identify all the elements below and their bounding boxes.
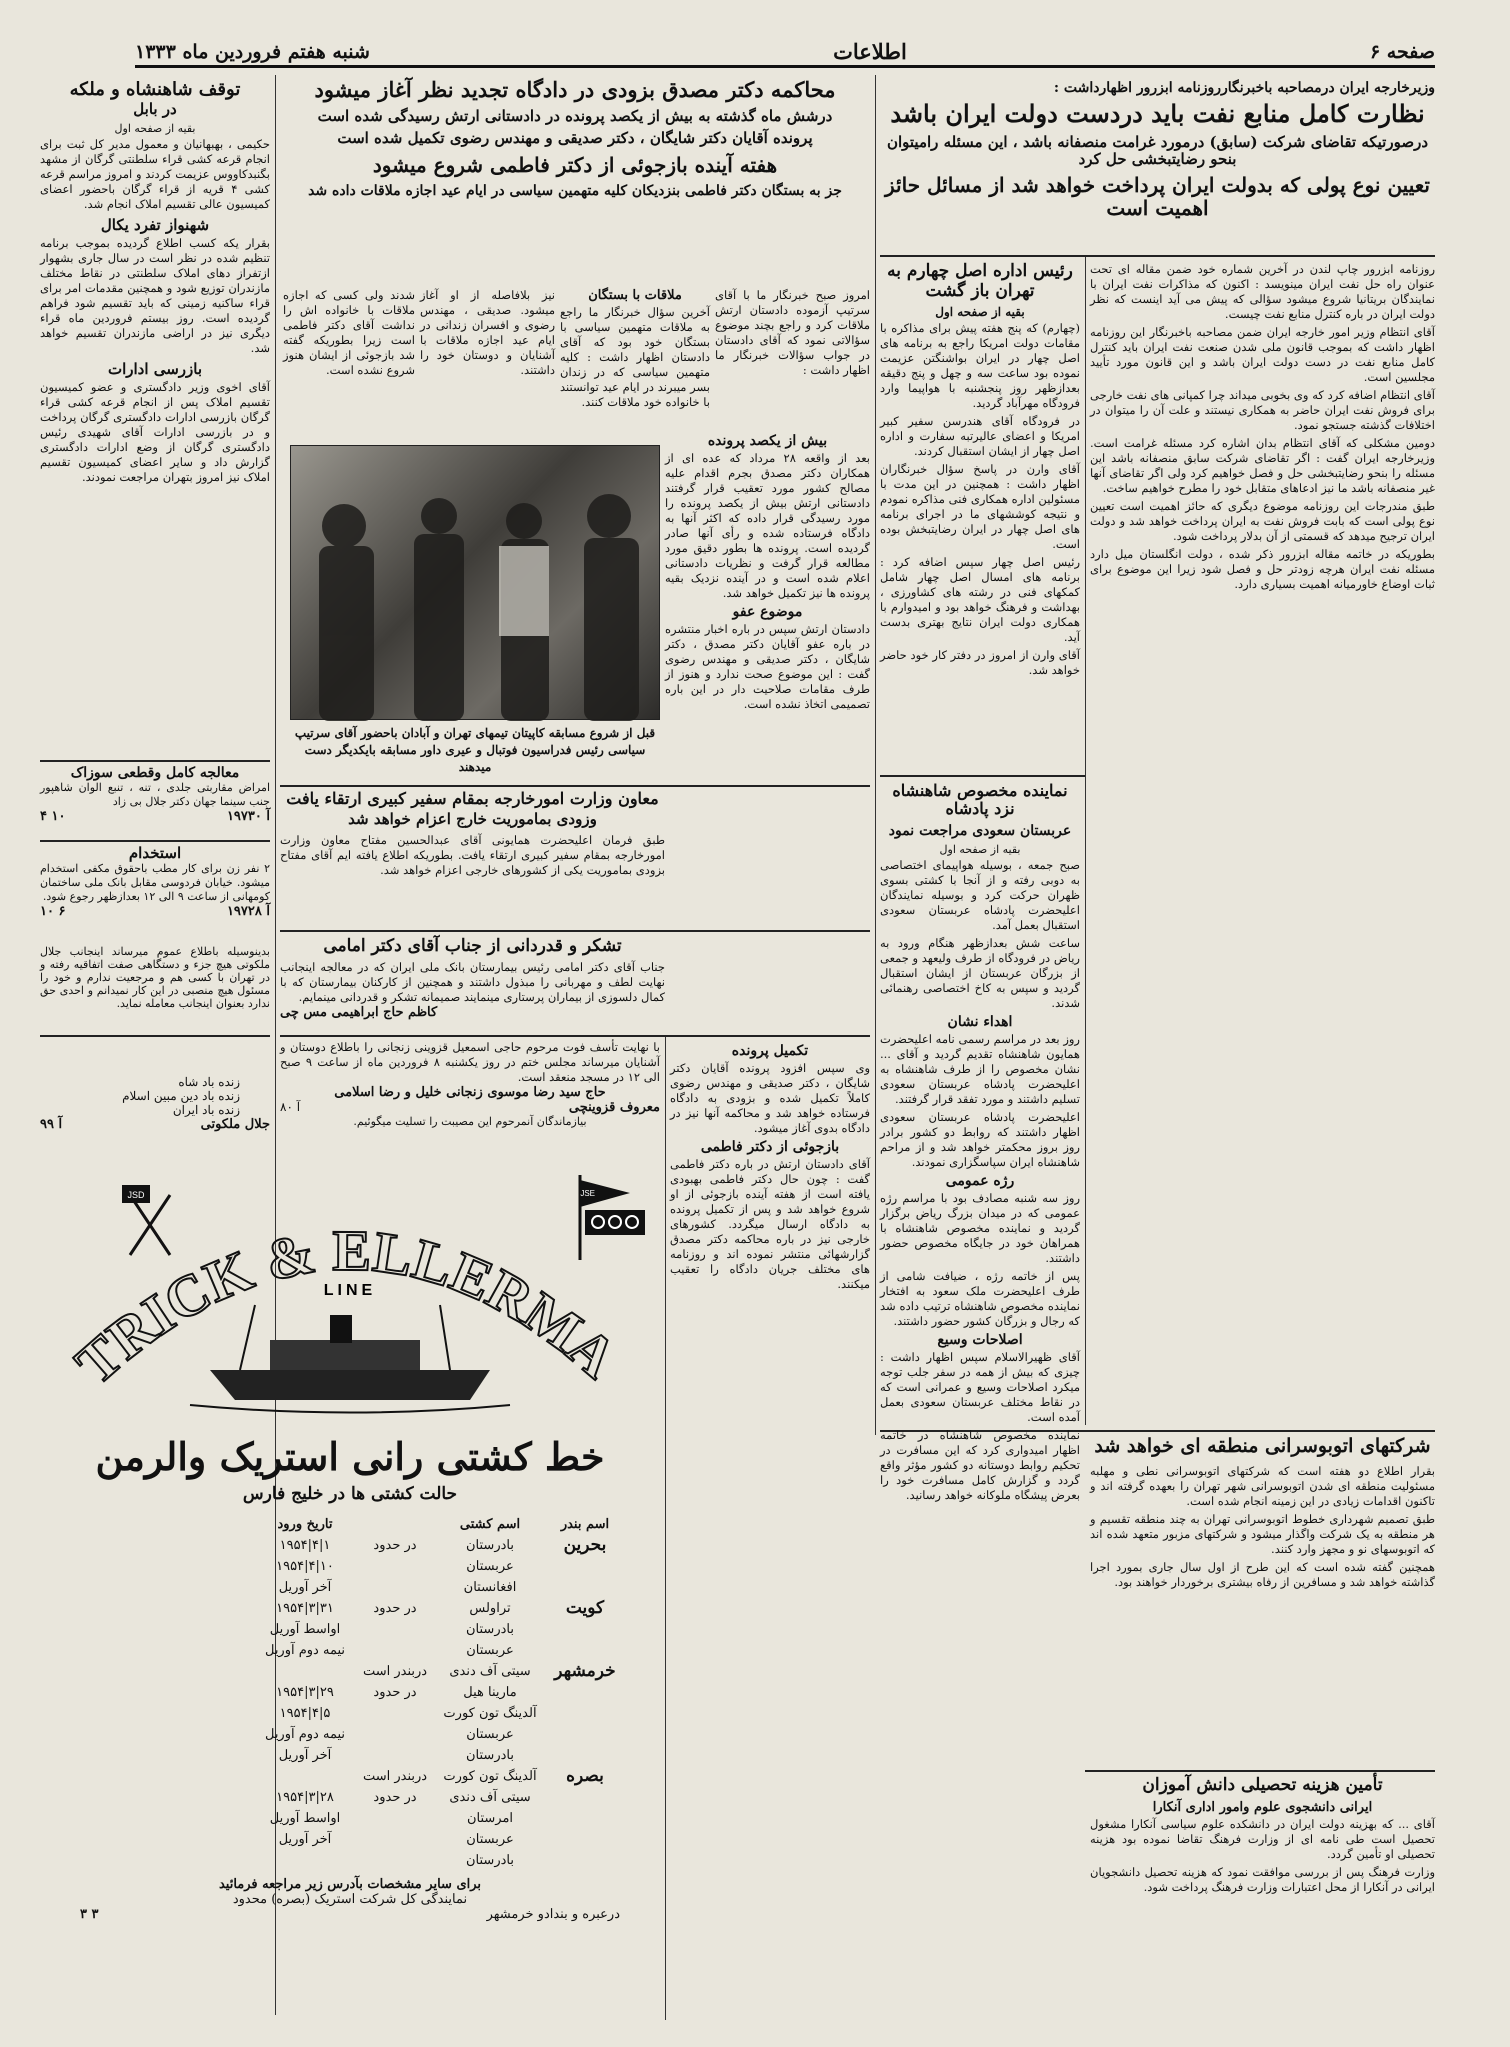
trial-lead-col-3 xyxy=(420,288,555,428)
schedule-row xyxy=(80,1556,620,1577)
schedule-date: نیمه دوم آوریل xyxy=(264,1727,346,1743)
schedule-date: ۱۹۵۴|۳|۲۹ xyxy=(276,1685,334,1701)
schedule-ship: آلدینگ تون کورت xyxy=(443,1769,537,1785)
schedule-port xyxy=(550,1556,620,1577)
schedule-rows xyxy=(80,1535,620,1871)
schedule-row xyxy=(80,1745,620,1766)
schedule-port xyxy=(550,1745,620,1766)
hiring-body: ۲ نفر زن برای کار مطب باحقوق مکفی استخدام میشود. خیابان فردوسی مقابل بانک ملی ساختمان کومهانی از ساعت ۹ الی ۱۲ بعدازظهر رجوع شود. xyxy=(40,862,270,904)
shahnavaz-headline: شهنواز تفرد یکال xyxy=(100,215,210,234)
students-paragraph: وزارت فرهنگ پس از بررسی موافقت نمود که هزینه تحصیل دانشجویان ایرانی در آنکارا از محل اعتبارات وزارت فرهنگ پرداخت شود. xyxy=(1090,1864,1435,1894)
trial-lead-paragraph: آخرین سؤال خبرنگار ما راجع به ملاقات متهمین سیاسی با بستگان خود بود که آقای دادستان اظهار داشت : کلیه متهمین سیاسی که در زندان بسر میبرند در ایام عید توانستند با خانواده خود ملاقات کنند. xyxy=(560,305,710,409)
schedule-status xyxy=(360,1724,430,1745)
schedule-row xyxy=(80,1535,620,1556)
classified-treatment xyxy=(40,765,270,837)
schedule-port: خرمشهر xyxy=(554,1661,616,1682)
classified-hiring xyxy=(40,845,270,940)
schedule-status xyxy=(360,1703,430,1724)
ad-footer-3: درعبره و بندادو خرمشهر xyxy=(486,1907,620,1923)
deputy-headline: معاون وزارت امورخارجه بمقام سفیر کبیری ارتقاء یافت xyxy=(286,789,659,808)
trial-lead-col-4 xyxy=(283,288,415,428)
schedule-ship: عربستان xyxy=(466,1832,514,1848)
schedule-status xyxy=(360,1850,430,1871)
trial-subhead-cases: بیش از یکصد پرونده xyxy=(707,433,828,449)
trial-deck-4: جز به بستگان دکتر فاطمی بنزدیکان کلیه متهمین سیاسی در ایام عید اجازه ملاقات داده شد xyxy=(308,182,842,199)
ship-icon xyxy=(190,1305,510,1413)
trial-paragraph: وی سپس افزود پرونده آقایان دکتر شایگان ، دکتر صدیقی و مهندس رضوی کاملاً تکمیل شده و بزودی به دادگاه فرستاده خواهد شد و محاکمه آنها نیز در دادگاه بدوی آغاز میشود. xyxy=(670,1061,870,1135)
schedule-status xyxy=(360,1619,430,1640)
schedule-row xyxy=(80,1682,620,1703)
schedule-row xyxy=(80,1577,620,1598)
malakouti-notice xyxy=(40,945,270,1055)
bus-headline: شرکتهای اتوبوسرانی منطقه ای خواهد شد xyxy=(1094,1435,1431,1457)
schedule-date: اواسط آوریل xyxy=(269,1811,341,1827)
ad-subtitle: حالت کشتی ها در خلیج فارس xyxy=(242,1483,458,1504)
schedule-port xyxy=(550,1640,620,1661)
thanks-body: جناب آقای دکتر امامی رئیس بیمارستان بانک ملی ایران که در معالجه اینجانب نهایت لطف و مهربانی را مبذول داشتند و همچنین از کارکنان بیمارستان که با کمال دلسوزی از بیماران پرستاری مینمایند صمیمانه تشکر و قدردانی مینمایم. xyxy=(280,959,665,1004)
page-header xyxy=(135,38,1435,68)
envoy-paragraph: آقای ظهیرالاسلام سپس اظهار داشت : چیزی که بیش از همه در سفر جلب توجه میکرد اصلاحات وسیع و عمرانی است که در نقاط مختلف عربستان سعودی بعمل آمده است. xyxy=(880,1349,1080,1424)
trial-paragraph: بعد از واقعه ۲۸ مرداد که عده ای از همکاران دکتر مصدق بجرم اقدام علیه مصالح کشور مورد تعقیب قرار گرفتند دادستانی ارتش بیش از یکصد پرونده را مورد رسیدگی قرار داده که اکثر آنها به دادگاه فرستاده شده و رأی آنها صادر گردیده است. پرونده ها بطور دقیق مورد مطالعه قرار گرفت و نظریات دادستانی اعلام شده است و در آینده نزدیک بقیه پرونده ها نیز تکمیل خواهد شد. xyxy=(665,451,870,600)
newspaper-name: اطلاعات xyxy=(833,39,907,64)
ad-persian-title: خط کشتی رانی استریک والرمن xyxy=(95,1434,605,1479)
schedule-col-date: تاریخ ورود xyxy=(277,1517,333,1533)
schedule-status: در حدود xyxy=(373,1685,417,1701)
schedule-row xyxy=(80,1619,620,1640)
schedule-col-port: اسم بندر xyxy=(560,1517,610,1533)
trial-deck-1: درشش ماه گذشته به بیش از یکصد پرونده در دادستانی ارتش رسیدگی شده است xyxy=(317,107,833,126)
trial-subhead-complete: تکمیل پرونده xyxy=(731,1043,809,1059)
schedule-port xyxy=(550,1724,620,1745)
schedule-date: آخر آوریل xyxy=(278,1748,332,1764)
condolence-body: با نهایت تأسف فوت مرحوم حاجی اسمعیل قزوینی زنجانی را باطلاع دوستان و آشنایان میرساند مجلس ختم در روز یکشنبه ۸ فروردین ماه از ساعت ۹ صبح الی ۱۲ در مسجد منعقد است. xyxy=(280,1040,660,1084)
svg-text:JSD: JSD xyxy=(127,1190,145,1200)
schedule-ship: امرستان xyxy=(466,1811,514,1827)
schedule-table xyxy=(80,1514,620,1871)
students-paragraph: آقای ... که بهزینه دولت ایران در دانشکده علوم سیاسی آنکارا مشغول تحصیل است طی نامه ای از وزارت فرهنگ تقاضا نموده بود هزینه تحصیلی او تأمین گردد. xyxy=(1090,1816,1435,1861)
envoy-body xyxy=(880,858,1080,1503)
point-four-paragraph: آقای وارن از امروز در دفتر کار خود حاضر خواهد شد. xyxy=(880,648,1080,678)
condolence-notice xyxy=(280,1040,660,1135)
photo-caption: قبل از شروع مسابقه کاپیتان تیمهای تهران و آبادان باحضور آقای سرتیپ سیاسی رئیس فدراسیون فوتبال و عیری داور مسابقه بایکدیگر دست میدهند xyxy=(294,726,656,774)
condolence-sign-1: حاج سید رضا موسوی زنجانی خلیل و رضا اسلامی xyxy=(334,1085,606,1100)
schedule-row xyxy=(80,1703,620,1724)
ad-line-label: LINE xyxy=(323,1282,377,1299)
schedule-status: در حدود xyxy=(373,1790,417,1806)
hiring-code: آ ۱۹۷۲۸ xyxy=(226,904,270,920)
schedule-port xyxy=(550,1829,620,1850)
envoy-paragraph: صبح جمعه ، بوسیله هواپیمای اختصاصی به دوبی رفته و از آنجا با کشتی بسوی ظهران حرکت کرد و بوسیله نمایندگان اعلیحضرت پادشاه عربستان سعودی استقبال بعمل آمد. xyxy=(880,857,1080,932)
schedule-port xyxy=(550,1787,620,1808)
thanks-signature: کاظم حاج ابراهیمی مس چی xyxy=(280,1004,438,1020)
schedule-row xyxy=(80,1640,620,1661)
schedule-date xyxy=(250,1766,360,1787)
hiring-codes xyxy=(40,904,270,919)
point-four-article xyxy=(880,262,1080,772)
shah-headline: توقف شاهنشاه و ملکه xyxy=(69,79,241,100)
oil-paragraph: دومین مشکلی که آقای انتظام بدان اشاره کرد مسئله غرامت است. وزیرخارجه ایران گفت : اگر تقاضای شرکت سابق منصفانه باشد این مسئله را بنحو رضایتبخشی حل و فصل خواهیم کرد ولی اگر تقاضای آنها غیر منصفانه باشد ما نیز ادعاهای متقابل خود را مطرح خواهیم ساخت. xyxy=(1090,436,1435,495)
malakouti-slogans xyxy=(40,1075,270,1155)
trial-paragraph: دادستان ارتش سپس در باره اخبار منتشره در باره عفو آقایان دکتر مصدق ، دکتر شایگان ، دکتر صدیقی و مهندس رضوی گفت : این موضوع صحت ندارد و هنوز از طرف مقامات صلاحیت دار در این باره تصمیمی اتخاذ نشده است. xyxy=(665,622,870,711)
schedule-date: اواسط آوریل xyxy=(269,1622,341,1638)
treatment-body: امراض مقاربتی جلدی ، تنه ، تنبع الوان شاهپور جنب سینما جهان دکتر جلال بی زاد xyxy=(40,781,270,809)
condolence-sign-row xyxy=(280,1100,660,1115)
envoy-subhead-medal: اهداء نشان xyxy=(947,1013,1013,1030)
envoy-paragraph: روز بعد در مراسم رسمی نامه اعلیحضرت همایون شاهنشاه تقدیم گردید و آقای ... نشان مخصوص را از طرف شاهنشاه به اعلیحضرت پادشاه عربستان سعودی تسلیم داشتند و مورد تفقد قرار گرفتند. xyxy=(880,1031,1080,1106)
students-subhead: ایرانی دانشجوی علوم وامور اداری آنکارا xyxy=(1152,1799,1373,1815)
trial-lead-paragraph: شدند ولی کسی که اجازه ملاقات با خانواده اش را نداشت آقای دکتر فاطمی است زیرا بطوریکه گفته شد بازجوئی از ایشان هنوز شروع نشده است. xyxy=(283,288,415,377)
envoy-paragraph: اعلیحضرت پادشاه عربستان سعودی اظهار داشتند که روابط دو کشور برادر روز بروز محکمتر خواهد شد و از مراحم شاهنشاه ایران سپاسگزاری نمودند. xyxy=(880,1109,1080,1169)
inspection-body: آقای اخوی وزیر دادگستری و عضو کمیسیون تقسیم املاک پس از انجام قرعه کشی قراء گرگان بازرسی ادارات دادگستری گرگان پرداخت و در بازرسی ادارات آقای شهیدی رئیس دادگستری گرگان از وضع ادارات دادگستری گزارش داد و سایر اعضای کمیسیون تقسیم املاک نیز امروز بتهران مراجعت نمودند. xyxy=(40,379,270,484)
schedule-status xyxy=(360,1808,430,1829)
schedule-row xyxy=(80,1598,620,1619)
oil-article xyxy=(880,80,1435,255)
envoy-paragraph: پس از خاتمه رژه ، ضیافت شامی از طرف اعلیحضرت ملک سعود به افتخار نماینده مخصوص شاهنشاه ترتیب داده شد که رجال و بزرگان کشور حضور داشتند. xyxy=(880,1268,1080,1328)
schedule-date: ۱۹۵۴|۴|۵ xyxy=(279,1706,331,1722)
malakouti-sign-row xyxy=(40,1117,270,1132)
ad-footer-2: نمایندگی کل شرکت استریک (بصره) محدود xyxy=(232,1892,468,1908)
bus-paragraph: همچنین گفته شده است که این طرح از اول سال جاری بمورد اجرا گذاشته خواهد شد و مسافرین از رفاه بیشتری برخوردار خواهند بود. xyxy=(1090,1559,1435,1589)
svg-text:JSE: JSE xyxy=(580,1189,595,1198)
right-flag-icon xyxy=(580,1175,645,1260)
shah-continued: بقیه از صفحه اول xyxy=(114,121,196,135)
schedule-ship: تراولس xyxy=(469,1601,511,1617)
bus-paragraph: بقرار اطلاع دو هفته است که شرکتهای اتوبوسرانی نطی و مهلبه مسئولیت منطقه ای شدن اتوبوسرانی شهر تهران را بعهده گرفته اند و تاکنون اقدامات زیادی در این زمینه انجام شده است. xyxy=(1090,1463,1435,1508)
schedule-port: بصره xyxy=(566,1766,604,1787)
trial-subhead-pardon: موضوع عفو xyxy=(732,604,803,620)
malakouti-code: آ ۹۹ xyxy=(40,1117,63,1132)
ad-logo xyxy=(40,1165,660,1425)
schedule-ship: بادرستان xyxy=(466,1538,514,1554)
schedule-row xyxy=(80,1829,620,1850)
students-headline: تأمین هزینه تحصیلی دانش آموزان xyxy=(1142,1775,1383,1795)
point-four-paragraph: در فرودگاه آقای هندرسن سفیر کبیر امریکا و اعضای عالیرتبه سفارت و اداره اصل چهار از ایشان استقبال کردند. xyxy=(880,414,1080,459)
schedule-port xyxy=(550,1577,620,1598)
schedule-ship: عربستان xyxy=(466,1559,514,1575)
condolence-code: آ ۸۰ xyxy=(280,1100,301,1114)
trial-lead-col-2 xyxy=(560,288,710,428)
hiring-number: ۶ ۱۰ xyxy=(40,904,66,920)
shahnavaz-body: بقرار یکه کسب اطلاع گردیده بموجب برنامه تنظیم شده در نظر است در سال جاری بشهوار ازتفراز دهای املاک سلطنتی در نقاط مختلف مازندران توزیع شود و همچنین مقدمات امر برای قراء ساکنیه زمینی که باید تقسیم شود فراهم گردیده است. روز بیستم فروردین ماه قراء دیگری نیز در اراضی مازندران تقسیم خواهد شد. xyxy=(40,235,270,355)
schedule-date xyxy=(250,1850,360,1871)
treatment-code: آ ۱۹۷۳۰ xyxy=(226,809,270,825)
trial-subhead-fatemi: بازجوئی از دکتر فاطمی xyxy=(700,1139,840,1155)
schedule-ship: عربستان xyxy=(466,1727,514,1743)
envoy-continued: بقیه از صفحه اول xyxy=(939,842,1021,856)
schedule-row xyxy=(80,1808,620,1829)
page-number: صفحه ۶ xyxy=(1369,40,1435,63)
schedule-date: ۱۹۵۴|۳|۳۱ xyxy=(276,1601,334,1617)
envoy-subhead-reforms: اصلاحات وسیع xyxy=(937,1331,1023,1348)
oil-body xyxy=(1090,262,1435,1427)
schedule-status: دربندر است xyxy=(362,1769,428,1785)
condolence-footer: بیازماندگان آنمرحوم این مصیبت را تسلیت میگوئیم. xyxy=(353,1115,587,1128)
issue-date: شنبه هفتم فروردین ماه ۱۳۳۳ xyxy=(135,40,370,63)
slogan-line: زنده باد ایران xyxy=(172,1103,240,1117)
treatment-number: ۱۰ ۴ xyxy=(40,809,66,825)
schedule-ship: افغانستان xyxy=(463,1580,517,1596)
schedule-date: آخر آوریل xyxy=(278,1580,332,1596)
envoy-article xyxy=(880,781,1080,1502)
treatment-codes xyxy=(40,809,270,824)
malakouti-body: بدینوسیله باطلاع عموم میرساند اینجانب جلال ملکوتی هیچ جزء و دستگاهی صفت اتفاقیه رفته و در تهران با کسی هم و مرجعیت ندارم و خود را مسئول هیچ منصبی در این کار نمیدانم و احدی حق ندارد بعنوان اینجانب معامله نماید. xyxy=(40,945,270,1010)
schedule-ship: مارینا هیل xyxy=(463,1685,517,1701)
envoy-headline: نماینده مخصوص شاهنشاه نزد پادشاه xyxy=(892,781,1068,819)
students-article xyxy=(1090,1776,1435,2016)
trial-column-b xyxy=(665,430,870,1035)
oil-deck-2: تعیین نوع پولی که بدولت ایران پرداخت خواهد شد از مسائل حائز اهمیت است xyxy=(885,173,1430,221)
schedule-port xyxy=(550,1808,620,1829)
schedule-col-ship: اسم کشتی xyxy=(459,1517,521,1533)
schedule-port xyxy=(550,1682,620,1703)
trial-deck-3: هفته آینده بازجوئی از دکتر فاطمی شروع میشود xyxy=(372,152,778,177)
ad-footer-row xyxy=(40,1907,660,1922)
schedule-row xyxy=(80,1724,620,1745)
schedule-date: ۱۹۵۴|۴|۱ xyxy=(279,1538,331,1554)
slogan-line: زنده باد شاه xyxy=(178,1075,240,1089)
schedule-status: در حدود xyxy=(373,1601,417,1617)
envoy-subhead-parade: رژه عمومی xyxy=(945,1172,1015,1189)
schedule-port: بحرین xyxy=(563,1535,607,1556)
bus-article xyxy=(1090,1436,1435,1766)
trial-lead-col-1 xyxy=(715,288,870,428)
trial-deck-2: پرونده آقایان دکتر شایگان ، دکتر صدیقی و مهندس رضوی تکمیل شده است xyxy=(337,129,813,148)
schedule-ship: سیتی آف دندی xyxy=(449,1664,531,1680)
schedule-ship: سیتی آف دندی xyxy=(449,1790,531,1806)
schedule-status: دربندر است xyxy=(362,1664,428,1680)
point-four-sub: بقیه از صفحه اول xyxy=(935,305,1025,320)
deputy-body: طبق فرمان اعلیحضرت همایونی آقای عبدالحسین مفتاح معاون وزارت امورخارجه بمقام سفیر کبیری ارتقاء یافت. بطوریکه اطلاع یافته ایم آقای مفتاح بزودی بماموریت یکی از کشورهای خارجی اعزام خواهد شد. xyxy=(280,832,665,877)
football-photo xyxy=(290,445,660,720)
point-four-paragraph: رئیس اصل چهار سپس اضافه کرد : برنامه های امسال اصل چهار شامل کمکهای فنی در رشته های کشاورزی ، بهداشت و فرهنگ خواهد بود و امیدوارم با همکاری دولت ایران نتایج بهتری بدست آید. xyxy=(880,555,1080,645)
oil-paragraph: روزنامه ابزرور چاپ لندن در آخرین شماره خود ضمن مقاله ای تحت عنوان راه حل نفت ایران مینویسد : اکنون که مذاکرات نفت ایران با نمایندگان بریتانیا شروع میشود سؤالی که پیش می آید اینست که نظر دولت ایران در باره کنترل منابع نفت چیست. xyxy=(1090,262,1435,321)
envoy-paragraph: روز سه شنبه مصادف بود با مراسم رژه عمومی که در میدان بزرگ ریاض برگزار گردید و نماینده مخصوص شاهنشاه با همراهان خود در جایگاه مخصوص حضور داشتند. xyxy=(880,1190,1080,1265)
schedule-row xyxy=(80,1850,620,1871)
ad-code: ۳ ۳ xyxy=(80,1907,99,1923)
point-four-paragraph: آقای وارن در پاسخ سؤال خبرنگاران اظهار داشت : همچنین در این مدت با مسئولین اداره همکاری فنی مذاکره نمودم و نتیجه کوششهای ما در اجرای برنامه های اصل چهار در ایران رضایتبخش بوده است. xyxy=(880,462,1080,552)
schedule-status xyxy=(360,1640,430,1661)
schedule-date: ۱۹۵۴|۳|۲۸ xyxy=(276,1790,334,1806)
trial-lead-paragraph: نیز بلافاصله از او آغاز میشود. صدیقی ، مهندس رضوی و افسران زندانی در ایام عید اجازه ملاقات با آشنایان و دوستان خود را داشتند. xyxy=(420,288,555,377)
schedule-col-status xyxy=(360,1514,430,1535)
schedule-date: آخر آوریل xyxy=(278,1832,332,1848)
schedule-port: کویت xyxy=(565,1598,605,1619)
bus-paragraph: طبق تصمیم شهرداری خطوط اتوبوسرانی تهران به چند منطقه تقسیم و هر منطقه به یک شرکت واگذار میشود و شرکتهای مزبور متعهد شده اند که اتوبوسهای نو و مجهز وارد کنند. xyxy=(1090,1511,1435,1556)
schedule-ship: بادرستان xyxy=(466,1622,514,1638)
inspection-headline: بازرسی ادارات xyxy=(107,359,203,378)
photo-figures xyxy=(289,446,659,721)
schedule-status: در حدود xyxy=(373,1538,417,1554)
schedule-port xyxy=(550,1703,620,1724)
schedule-port xyxy=(550,1850,620,1871)
ad-footer-1: برای سایر مشخصات بآدرس زیر مراجعه فرمائید xyxy=(218,1877,482,1893)
trial-headline: محاکمه دکتر مصدق بزودی در دادگاه تجدید نظر آغاز میشود xyxy=(314,77,836,102)
schedule-date: ۱۹۵۴|۴|۱۰ xyxy=(276,1559,334,1575)
point-four-paragraph: (چهارم) که پنج هفته پیش برای مذاکره با مقامات دولت امریکا راجع به برنامه های اصل چهار در ایران بواشنگتن عزیمت نموده بود ساعت سه و چهل و پنج دقیقه بعدازظهر روز پنجشنبه با هواپیما وارد فرودگاه مهرآباد گردید. xyxy=(880,321,1080,411)
hiring-headline: استخدام xyxy=(128,844,182,862)
thanks-article xyxy=(280,937,665,1032)
point-four-headline: رئیس اداره اصل چهارم به تهران باز گشت xyxy=(887,261,1073,301)
deputy-subhead: وزودی بماموریت خارج اعزام خواهد شد xyxy=(348,810,597,829)
shah-subhead: در بابل xyxy=(133,99,177,118)
oil-paragraph: بطوریکه در خاتمه مقاله ابزرور ذکر شده ، دولت انگلستان میل دارد مسئله نفت ایران هرچه زودتر حل و فصل شود زیرا این موضوع برای ثبات اوضاع خاورمیانه اهمیت بسیاری دارد. xyxy=(1090,547,1435,591)
treatment-headline: معالجه کامل وقطعی سوزاک xyxy=(70,765,240,781)
condolence-sign-2: معروف قزوینچی xyxy=(568,1100,660,1115)
oil-kicker: وزیرخارجه ایران درمصاحبه باخبرنگارروزنامه ابزرور اظهارداشت : xyxy=(1053,80,1435,96)
shah-body: حکیمی ، بهبهانیان و معمول مدیر کل ثبت برای انجام قرعه کشی قراء سلطنتی گرگان از مشهد بگنبدکاووس عزیمت کردند و امروز مراسم قرعه کشی ۴ قریه از قراء گرگان باحضور اعضای کمیسیون عالی تقسیم املاک انجام شد. xyxy=(40,136,270,211)
oil-deck-1: درصورتیکه تقاضای شرکت (سابق) درمورد غرامت منصفانه باشد ، این مسئله رامیتوان بنحو رضایتبخشی حل کرد xyxy=(886,132,1429,168)
trial-lead-paragraph: امروز صبح خبرنگار ما با آقای سرتیپ آزموده دادستان ارتش ملاقات کرد و راجع بچند موضوع سؤالاتی نمود که آقای دادستان در جواب سؤالات خبرنگار ما اظهار داشت : xyxy=(715,288,870,377)
schedule-ship: بادرستان xyxy=(466,1853,514,1869)
schedule-row xyxy=(80,1661,620,1682)
schedule-ship: بادرستان xyxy=(466,1748,514,1764)
schedule-status xyxy=(360,1745,430,1766)
schedule-date xyxy=(250,1661,360,1682)
ad-brand: TRICK & ELLERMA xyxy=(63,1217,630,1397)
schedule-ship: آلدینگ تون کورت xyxy=(443,1706,537,1722)
slogan-line: زنده باد دین مبین اسلام xyxy=(122,1089,240,1103)
schedule-port xyxy=(550,1619,620,1640)
point-four-body xyxy=(880,321,1080,678)
malakouti-signature: جلال ملکوتی xyxy=(200,1117,270,1132)
oil-paragraph: طبق مندرجات این روزنامه موضوع دیگری که حائز اهمیت است تعیین نوع پولی است که بابت فروش نفت به ایران پرداخت خواهد شد و دولت ایران ترجیح میدهد که قسمتی از آن بدلار پرداخت شود. xyxy=(1090,499,1435,543)
trial-lead-subhead: ملاقات با بستگان xyxy=(588,288,682,303)
schedule-ship: عربستان xyxy=(466,1643,514,1659)
thanks-headline: تشکر و قدردانی از جناب آقای دکتر امامی xyxy=(323,936,622,956)
schedule-header xyxy=(80,1514,620,1535)
envoy-paragraph: ساعت شش بعدازظهر هنگام ورود به ریاض در فرودگاه از طرف ولیعهد و جمعی از بزرگان عربستان از ایشان استقبال گردید و سپس به کاخ اختصاصی رهنمائی شدند. xyxy=(880,935,1080,1010)
schedule-status xyxy=(360,1577,430,1598)
trial-column-c xyxy=(670,1040,870,2015)
schedule-date: نیمه دوم آوریل xyxy=(264,1643,346,1659)
envoy-subhead: عربستان سعودی مراجعت نمود xyxy=(888,822,1072,839)
schedule-status xyxy=(360,1556,430,1577)
schedule-row xyxy=(80,1766,620,1787)
oil-paragraph: آقای انتظام اضافه کرد که وی بخوبی میداند چرا کمپانی های نفت خارجی برای فروش نفت ایران حاضر به همکاری نیستند و علت آن را میتوان در اختلافات گذشته جستجو نمود. xyxy=(1090,388,1435,432)
trial-paragraph: آقای دادستان ارتش در باره دکتر فاطمی گفت : چون حال دکتر فاطمی بهبودی یافته است از هفته آینده بازجوئی از او شروع خواهد شد و پس از تکمیل پرونده به دادگاه ارسال میگردد. کشورهای خارجی نیز در باره محاکمه دکتر مصدق گزارشهائی منتشر نموده اند و روزنامه های مختلف جریان دادگاه را تعقیب میکنند. xyxy=(670,1157,870,1291)
oil-paragraph: آقای انتظام وزیر امور خارجه ایران ضمن مصاحبه باخبرنگار این روزنامه اظهار داشت که بموجب قانون ملی شدن صنعت نفت ایران باید کنترل کامل منابع نفت در دست دولت ایران باشد و این قانون مورد تأیید مجلسین است. xyxy=(1090,325,1435,384)
deputy-article xyxy=(280,790,665,930)
shipping-advertisement xyxy=(40,1165,660,2020)
schedule-row xyxy=(80,1787,620,1808)
schedule-status xyxy=(360,1829,430,1850)
trial-headline-block xyxy=(280,78,870,283)
envoy-paragraph: نماینده مخصوص شاهنشاه در خاتمه اظهار امیدواری کرد که این مسافرت در تحکیم روابط دوستانه دو کشور مؤثر واقع گردد و گزارش کامل مسافرت خود را بعرض پیشگاه ملوکانه خواهد رسانید. xyxy=(880,1427,1080,1502)
left-flag-icon xyxy=(122,1185,170,1255)
oil-headline: نظارت کامل منابع نفت باید دردست دولت ایران باشد xyxy=(890,99,1425,128)
